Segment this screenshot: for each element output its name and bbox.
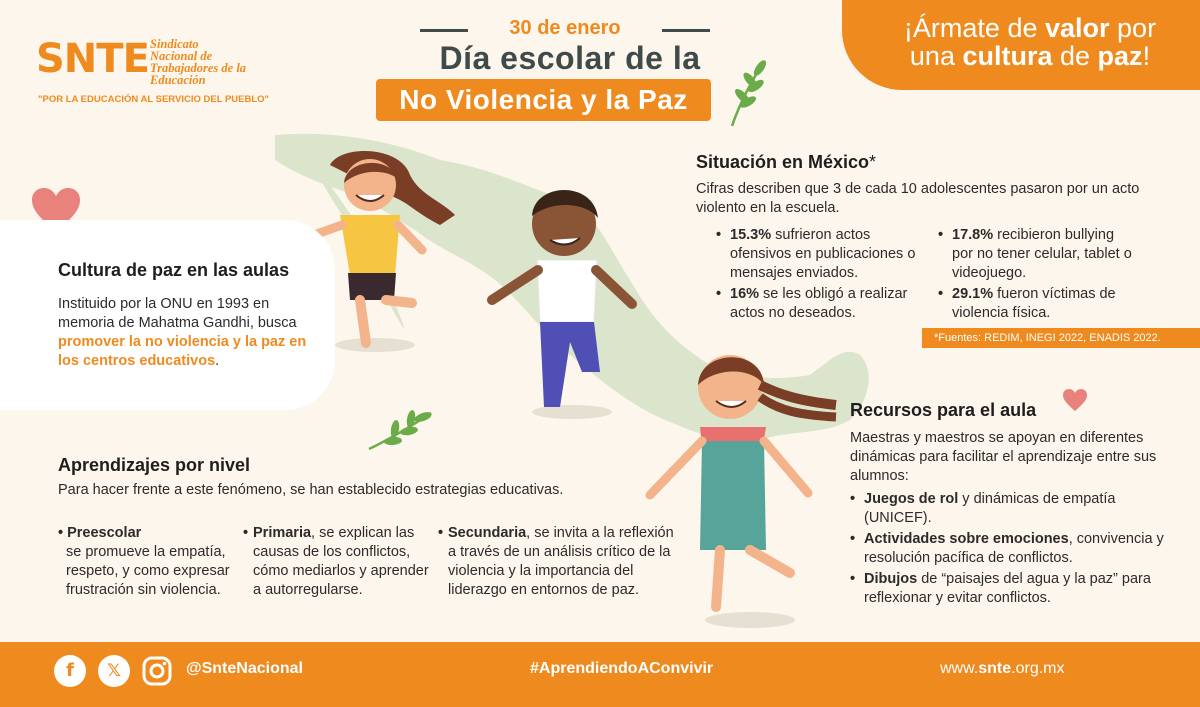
- mexico-title-mark: *: [869, 152, 877, 172]
- level-name: Primaria: [253, 525, 312, 541]
- level-preescolar: • Preescolar se promueve la empatía, respeto, y como expresar frustración sin violencia.: [58, 524, 238, 600]
- level-description: se promueve la empatía, respeto, y como expresar frustración sin violencia.: [66, 544, 230, 598]
- url-domain: snte: [978, 660, 1012, 677]
- stat-item: [716, 226, 916, 283]
- stat-item: [938, 226, 1138, 283]
- stat-item: [716, 285, 916, 323]
- resources-title: Recursos para el aula: [850, 400, 1037, 420]
- logo-slogan: "POR LA EDUCACIÓN AL SERVICIO DEL PUEBLO": [38, 94, 270, 105]
- resource-item: [850, 530, 1170, 568]
- mexico-title: [696, 152, 996, 173]
- culture-title: Cultura de paz en las aulas: [58, 260, 290, 280]
- stat-value: 17.8%: [952, 227, 994, 243]
- resources-list: [850, 490, 1170, 610]
- mexico-intro: Cifras describen que 3 de cada 10 adolescentes pasaron por un acto violento en la escuela.: [696, 181, 1140, 216]
- resource-text: y dinámicas de empatía (UNICEF).: [864, 491, 1116, 526]
- level-name: Secundaria: [448, 525, 527, 541]
- resource-bold: Dibujos: [864, 571, 918, 587]
- slogan-bold: valor: [1044, 13, 1110, 43]
- stat-value: 29.1%: [952, 286, 994, 302]
- logo-name-line: Nacional de: [150, 49, 213, 63]
- website-link[interactable]: [940, 660, 1064, 678]
- snte-logo: [36, 34, 296, 114]
- levels-intro: Para hacer frente a este fenómeno, se han establecido estrategias educativas.: [58, 482, 564, 498]
- levels-title: Aprendizajes por nivel: [58, 455, 251, 475]
- culture-description: [58, 295, 320, 371]
- logo-organization-name: [150, 38, 300, 86]
- mexico-stats-left: [716, 226, 916, 325]
- page-title: Día escolar de la: [439, 40, 701, 76]
- stat-text: recibieron bullying por no tener celular, tablet o videojuego.: [952, 227, 1132, 281]
- leaf-icon: [722, 58, 770, 128]
- logo-name-line: Educación: [150, 73, 206, 87]
- slogan-part: por: [1109, 13, 1157, 43]
- level-description: , se invita a la reflexión a través de un análisis crítico de la violencia y la importancia del liderazgo en entornos de paz.: [448, 525, 674, 598]
- resources-intro: Maestras y maestros se apoyan en diferentes dinámicas para facilitar el aprendizaje entre sus alumnos:: [850, 430, 1157, 484]
- slogan-bold: paz: [1097, 41, 1143, 71]
- stat-text: se les obligó a realizar actos no deseados.: [730, 286, 908, 321]
- date-label: 30 de enero: [509, 17, 621, 39]
- slogan-bold: cultura: [962, 41, 1053, 71]
- facebook-icon[interactable]: f: [54, 655, 86, 687]
- level-description: , se explican las causas de los conflictos, cómo mediarlos y aprender a autorregularse.: [253, 525, 429, 598]
- stat-item: [938, 285, 1138, 323]
- boy-illustration: [482, 172, 642, 422]
- level-name: Preescolar: [67, 525, 142, 541]
- level-primaria: • Primaria, se explican las causas de los conflictos, cómo mediarlos y aprender a autorregularse.: [243, 525, 429, 598]
- resource-bold: Juegos de rol: [864, 491, 959, 507]
- title-highlight-pill: [376, 79, 711, 121]
- culture-highlight: promover la no violencia y la paz en los centros educativos: [58, 334, 307, 369]
- x-icon[interactable]: 𝕏: [98, 655, 130, 687]
- mexico-title-text: Situación en México: [696, 152, 870, 172]
- level-secundaria: • Secundaria, se invita a la reflexión a través de un análisis crítico de la violencia y la importancia del liderazgo en entornos de paz.: [438, 525, 674, 598]
- slogan-text: [880, 14, 1180, 70]
- slogan-part: de: [1052, 41, 1098, 71]
- logo-name-line: Trabajadores de la: [150, 61, 247, 75]
- stat-value: 16%: [730, 286, 760, 302]
- stat-text: fueron víctimas de violencia física.: [952, 286, 1116, 321]
- resource-item: [850, 570, 1170, 608]
- logo-name-line: Sindicato: [150, 37, 199, 51]
- mexico-stats-right: [938, 226, 1138, 325]
- url-prefix: www.: [940, 660, 979, 677]
- date-header: [420, 17, 710, 41]
- resource-text: , convivencia y resolución pacífica de conflictos.: [864, 531, 1164, 566]
- resource-bold: Actividades sobre emociones: [864, 531, 1069, 547]
- date-divider-left: [420, 29, 468, 32]
- url-suffix: .org.mx: [1011, 660, 1065, 677]
- date-divider-right: [662, 29, 710, 32]
- culture-text: Instituido por la ONU en 1993 en memoria de Mahatma Gandhi, busca: [58, 296, 297, 331]
- page-title-highlight: No Violencia y la Paz: [399, 84, 688, 115]
- slogan-part: una: [909, 41, 963, 71]
- social-handle[interactable]: @SnteNacional: [186, 660, 303, 677]
- sources-bar: [922, 328, 1200, 348]
- resource-text: de “paisajes del agua y la paz” para reflexionar y evitar conflictos.: [864, 571, 1151, 606]
- leaf-icon: [365, 405, 435, 453]
- culture-text-end: .: [215, 353, 220, 369]
- hashtag: #AprendiendoAConvivir: [530, 660, 714, 677]
- stat-text: sufrieron actos ofensivos en publicaciones o mensajes enviados.: [730, 227, 916, 281]
- slogan-part: ¡Ármate de: [903, 13, 1045, 43]
- logo-mark-text: SNTE: [36, 36, 149, 82]
- slogan-part: !: [1142, 41, 1151, 71]
- stat-value: 15.3%: [730, 227, 772, 243]
- resource-item: [850, 490, 1170, 528]
- sources-text: *Fuentes: REDIM, INEGI 2022, ENADIS 2022.: [934, 332, 1161, 344]
- instagram-icon[interactable]: [141, 655, 173, 687]
